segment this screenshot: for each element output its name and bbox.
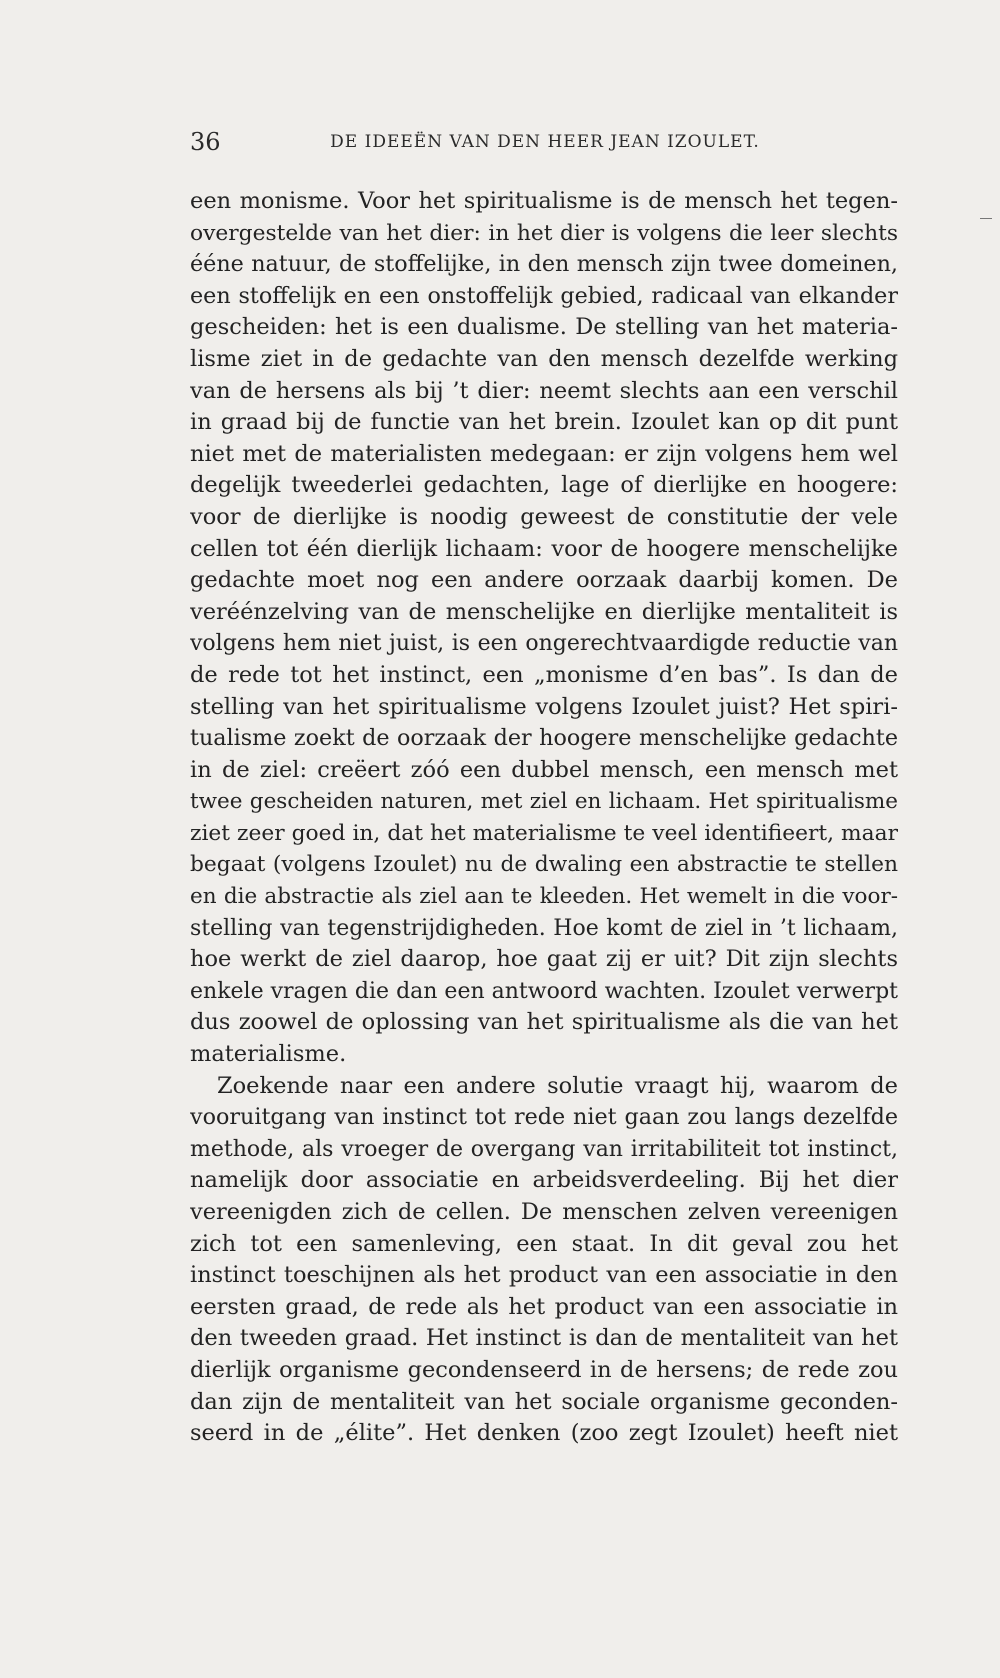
text-line: stelling van tegenstrijdigheden. Hoe komt de ziel in ’t lichaam, [190, 915, 898, 941]
text-line: cellen tot één dierlijk lichaam: voor de hoogere menschelijke [190, 535, 898, 562]
text-line: instinct toeschijnen als het product van een associatie in den [190, 1262, 898, 1289]
text-line: dus zoowel de oplossing van het spiritualisme als die van het [190, 1009, 898, 1036]
text-line: voor de dierlijke is noodig geweest de constitutie der vele [190, 503, 898, 530]
margin-mark [980, 218, 992, 219]
text-line: degelijk tweederlei gedachten, lage of dierlijke en hoogere: [190, 472, 898, 499]
text-line: ééne natuur, de stoffelijke, in den mensch zijn twee domeinen, [190, 251, 898, 278]
text-line: den tweeden graad. Het instinct is dan de mentaliteit van het [190, 1325, 898, 1352]
text-line: hoe werkt de ziel daarop, hoe gaat zij er uit? Dit zijn slechts [190, 946, 898, 973]
text-line: namelijk door associatie en arbeidsverdeeling. Bij het dier [190, 1167, 898, 1194]
text-line: methode, als vroeger de overgang van irritabiliteit tot instinct, [190, 1136, 898, 1162]
text-line: dierlijk organisme gecondenseerd in de hersens; de rede zou [190, 1356, 898, 1383]
running-head: DE IDEEËN VAN DEN HEER JEAN IZOULET. [330, 132, 760, 152]
page-number: 36 [190, 128, 221, 156]
text-line: vooruitgang van instinct tot rede niet gaan zou langs dezelfde [190, 1104, 898, 1131]
text-line: zich tot een samenleving, een staat. In dit geval zou het [190, 1230, 898, 1257]
text-line: gedachte moet nog een andere oorzaak daarbij komen. De [190, 567, 898, 594]
text-line: twee gescheiden naturen, met ziel en lichaam. Het spiritualisme [190, 789, 898, 815]
text-line: vereenigden zich de cellen. De menschen zelven vereenigen [190, 1199, 898, 1225]
text-line: in de ziel: creëert zóó een dubbel mensch, een mensch met [190, 756, 898, 783]
text-line: seerd in de „élite”. Het denken (zoo zegt Izoulet) heeft niet [190, 1420, 898, 1447]
text-line: en die abstractie als ziel aan te kleeden. Het wemelt in die voor- [190, 884, 898, 910]
text-line: van de hersens als bij ’t dier: neemt slechts aan een verschil [190, 377, 898, 404]
text-line: ziet zeer goed in, dat het materialisme te veel identifieert, maar [190, 820, 898, 846]
text-line: een stoffelijk en een onstoffelijk gebied, radicaal van elkander [190, 282, 898, 309]
text-line: overgestelde van het dier: in het dier is volgens die leer slechts [190, 220, 898, 246]
text-line: in graad bij de functie van het brein. Izoulet kan op dit punt [190, 409, 898, 436]
text-line: een monisme. Voor het spiritualisme is de mensch het tegen- [190, 188, 898, 214]
text-line: begaat (volgens Izoulet) nu de dwaling een abstractie te stellen [190, 852, 898, 878]
text-line: tualisme zoekt de oorzaak der hoogere menschelijke gedachte [190, 725, 898, 752]
text-line: niet met de materialisten medegaan: er zijn volgens hem wel [190, 440, 898, 467]
text-line: dan zijn de mentaliteit van het sociale organisme geconden- [190, 1388, 898, 1415]
text-line: eersten graad, de rede als het product van een associatie in [190, 1293, 898, 1320]
body-text [190, 186, 898, 1450]
text-line: veréénzelving van de menschelijke en dierlijke mentaliteit is [190, 598, 898, 625]
text-line: gescheiden: het is een dualisme. De stelling van het materia- [190, 314, 898, 341]
page-header [190, 128, 900, 162]
text-line: de rede tot het instinct, een „monisme d’en bas”. Is dan de [190, 661, 898, 688]
text-line: lisme ziet in de gedachte van den mensch dezelfde werking [190, 345, 898, 372]
text-line: volgens hem niet juist, is een ongerechtvaardigde reductie van [190, 631, 898, 657]
text-line: materialisme. [190, 1041, 347, 1068]
text-line: enkele vragen die dan een antwoord wachten. Izoulet verwerpt [190, 978, 898, 1004]
text-line: stelling van het spiritualisme volgens Izoulet juist? Het spiri- [190, 693, 898, 720]
text-line: Zoekende naar een andere solutie vraagt hij, waarom de [217, 1072, 898, 1099]
